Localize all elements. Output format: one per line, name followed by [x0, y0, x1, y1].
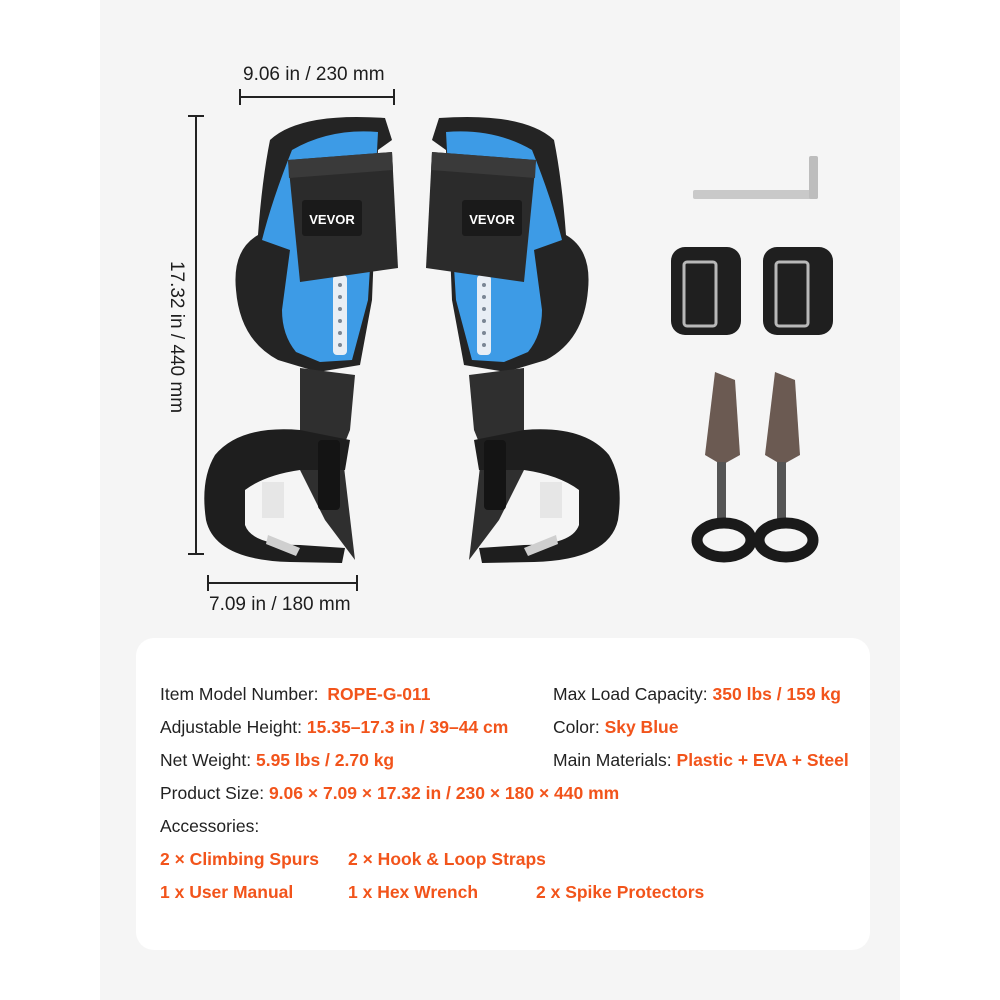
- spec-weight-value: 5.95 lbs / 2.70 kg: [255, 750, 395, 770]
- spec-materials-label: Main Materials:: [553, 750, 672, 770]
- spec-height-label: Adjustable Height:: [160, 717, 303, 737]
- spec-color-label: Color:: [553, 717, 600, 737]
- dimension-top-line: [240, 89, 394, 105]
- spec-color-value: Sky Blue: [604, 717, 679, 737]
- spec-height: [160, 717, 508, 738]
- accessories-label: Accessories:: [160, 816, 260, 836]
- accessory-item: 2 × Hook & Loop Straps: [348, 849, 546, 869]
- spike-protector-left: [697, 372, 751, 557]
- dimension-height-line: [188, 116, 204, 554]
- hex-wrench-icon: [693, 156, 818, 199]
- hook-loop-strap-left: [671, 247, 741, 335]
- spec-size-label: Product Size:: [160, 783, 265, 803]
- accessory-item: 1 x User Manual: [160, 882, 294, 902]
- spec-size: [160, 783, 619, 804]
- spec-model: [160, 684, 431, 705]
- spec-height-value: 15.35–17.3 in / 39–44 cm: [306, 717, 509, 737]
- hook-loop-strap-right: [763, 247, 833, 335]
- spec-model-label: Item Model Number:: [160, 684, 319, 704]
- dimension-top-label: 9.06 in / 230 mm: [243, 64, 385, 85]
- climbing-spur-left: [204, 117, 398, 563]
- dimension-bottom-label: 7.09 in / 180 mm: [209, 594, 351, 615]
- spec-size-value: 9.06 × 7.09 × 17.32 in / 230 × 180 × 440 mm: [268, 783, 620, 803]
- spec-weight: [160, 750, 394, 771]
- spec-materials-value: Plastic + EVA + Steel: [676, 750, 849, 770]
- accessory-item: 2 × Climbing Spurs: [160, 849, 319, 869]
- logo-right: VEVOR: [469, 212, 515, 227]
- spec-color: [553, 717, 679, 738]
- climbing-spur-right: [426, 117, 620, 563]
- spec-model-value: ROPE-G-011: [327, 684, 431, 704]
- dimension-height-label: 17.32 in / 440 mm: [166, 260, 187, 414]
- accessory-item: 2 x Spike Protectors: [536, 882, 705, 902]
- spec-weight-label: Net Weight:: [160, 750, 252, 770]
- spec-max-load: [553, 684, 841, 705]
- spike-protector-right: [759, 372, 813, 557]
- logo-left: VEVOR: [309, 212, 355, 227]
- accessory-item: 1 x Hex Wrench: [348, 882, 479, 902]
- dimension-bottom-line: [208, 575, 357, 591]
- spec-max-load-label: Max Load Capacity:: [553, 684, 708, 704]
- spec-max-load-value: 350 lbs / 159 kg: [712, 684, 841, 704]
- spec-materials: [553, 750, 849, 771]
